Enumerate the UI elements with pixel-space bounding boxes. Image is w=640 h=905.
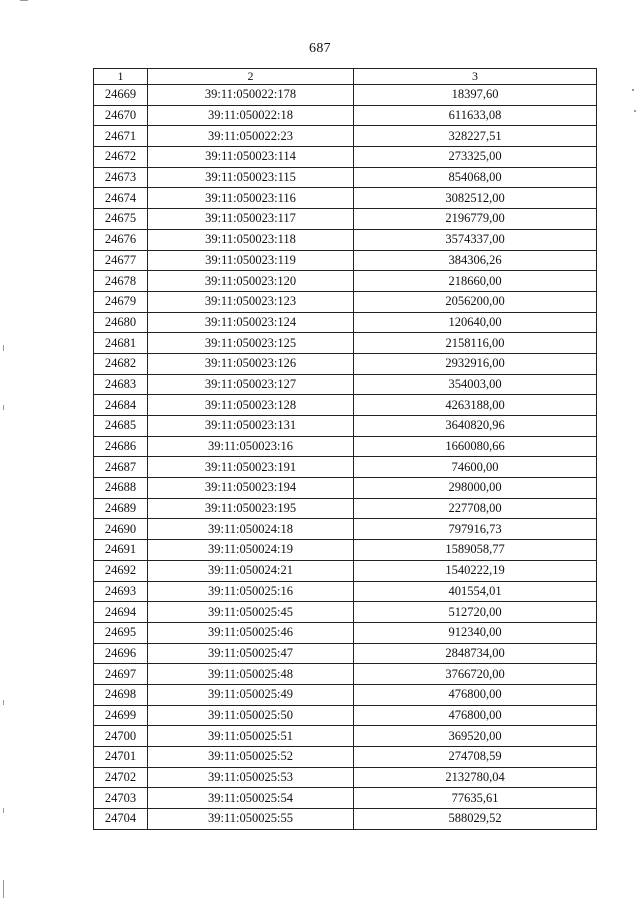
row-number-cell: 24673 [94,167,148,188]
cadastral-number-cell: 39:11:050025:49 [148,684,354,705]
value-cell: 611633,08 [354,105,597,126]
table-body [94,85,597,830]
row-number-cell: 24703 [94,788,148,809]
table-row [94,271,597,292]
row-number-cell: 24692 [94,560,148,581]
row-number-cell: 24674 [94,188,148,209]
table-row [94,747,597,768]
cadastral-number-cell: 39:11:050023:125 [148,333,354,354]
value-cell: 1660080,66 [354,436,597,457]
table-row [94,788,597,809]
row-number-cell: 24700 [94,726,148,747]
row-number-cell: 24680 [94,312,148,333]
row-number-cell: 24697 [94,664,148,685]
table-row [94,498,597,519]
cadastral-number-cell: 39:11:050023:123 [148,291,354,312]
row-number-cell: 24677 [94,250,148,271]
value-cell: 512720,00 [354,602,597,623]
value-cell: 3574337,00 [354,229,597,250]
row-number-cell: 24670 [94,105,148,126]
value-cell: 2848734,00 [354,643,597,664]
row-number-cell: 24684 [94,395,148,416]
value-cell: 476800,00 [354,684,597,705]
table-row [94,105,597,126]
value-cell: 476800,00 [354,705,597,726]
row-number-cell: 24676 [94,229,148,250]
cadastral-number-cell: 39:11:050023:116 [148,188,354,209]
cadastral-number-cell: 39:11:050025:16 [148,581,354,602]
table-row [94,457,597,478]
value-cell: 77635,61 [354,788,597,809]
table-row [94,416,597,437]
row-number-cell: 24688 [94,478,148,499]
cadastral-number-cell: 39:11:050023:194 [148,478,354,499]
cadastral-number-cell: 39:11:050025:53 [148,767,354,788]
table-row [94,229,597,250]
value-cell: 298000,00 [354,478,597,499]
cadastral-number-cell: 39:11:050022:18 [148,105,354,126]
table-row [94,809,597,830]
scan-mark [3,880,4,898]
value-cell: 912340,00 [354,622,597,643]
table-row [94,374,597,395]
cadastral-number-cell: 39:11:050023:119 [148,250,354,271]
cadastral-number-cell: 39:11:050025:50 [148,705,354,726]
cadastral-number-cell: 39:11:050023:118 [148,229,354,250]
table-row [94,643,597,664]
table-row [94,250,597,271]
row-number-cell: 24686 [94,436,148,457]
cadastral-number-cell: 39:11:050022:178 [148,85,354,106]
value-cell: 120640,00 [354,312,597,333]
cadastral-number-cell: 39:11:050025:48 [148,664,354,685]
cadastral-number-cell: 39:11:050022:23 [148,126,354,147]
table-row [94,333,597,354]
cadastral-number-cell: 39:11:050023:127 [148,374,354,395]
value-cell: 369520,00 [354,726,597,747]
page-number: 687 [309,41,331,56]
table-row [94,581,597,602]
cadastral-number-cell: 39:11:050023:16 [148,436,354,457]
value-cell: 2056200,00 [354,291,597,312]
scan-mark [632,89,634,91]
value-cell: 227708,00 [354,498,597,519]
row-number-cell: 24702 [94,767,148,788]
value-cell: 797916,73 [354,519,597,540]
table-row [94,188,597,209]
row-number-cell: 24675 [94,209,148,230]
row-number-cell: 24678 [94,271,148,292]
row-number-cell: 24696 [94,643,148,664]
row-number-cell: 24685 [94,416,148,437]
cadastral-number-cell: 39:11:050025:46 [148,622,354,643]
table-row [94,684,597,705]
row-number-cell: 24699 [94,705,148,726]
table-header-row [94,69,597,85]
table-row [94,726,597,747]
value-cell: 218660,00 [354,271,597,292]
scan-mark [3,700,4,705]
cadastral-number-cell: 39:11:050023:191 [148,457,354,478]
row-number-cell: 24695 [94,622,148,643]
cadastral-number-cell: 39:11:050023:124 [148,312,354,333]
table-row [94,353,597,374]
row-number-cell: 24698 [94,684,148,705]
cadastral-number-cell: 39:11:050023:114 [148,147,354,168]
row-number-cell: 24704 [94,809,148,830]
cadastral-number-cell: 39:11:050023:131 [148,416,354,437]
value-cell: 354003,00 [354,374,597,395]
value-cell: 1540222,19 [354,560,597,581]
value-cell: 3766720,00 [354,664,597,685]
row-number-cell: 24683 [94,374,148,395]
row-number-cell: 24689 [94,498,148,519]
table-row [94,167,597,188]
row-number-cell: 24690 [94,519,148,540]
cadastral-number-cell: 39:11:050023:115 [148,167,354,188]
row-number-cell: 24669 [94,85,148,106]
row-number-cell: 24679 [94,291,148,312]
column-header-value: 3 [354,69,597,85]
table-row [94,622,597,643]
table-row [94,519,597,540]
cadastral-number-cell: 39:11:050023:128 [148,395,354,416]
row-number-cell: 24694 [94,602,148,623]
column-header-cadastral-number: 2 [148,69,354,85]
value-cell: 384306,26 [354,250,597,271]
table-row [94,291,597,312]
value-cell: 2932916,00 [354,353,597,374]
table-row [94,395,597,416]
table-row [94,312,597,333]
cadastral-number-cell: 39:11:050025:45 [148,602,354,623]
row-number-cell: 24681 [94,333,148,354]
value-cell: 854068,00 [354,167,597,188]
cadastral-value-table [93,68,597,830]
scan-mark [20,0,28,1]
value-cell: 1589058,77 [354,540,597,561]
cadastral-number-cell: 39:11:050024:21 [148,560,354,581]
scan-mark [634,110,636,112]
cadastral-number-cell: 39:11:050024:19 [148,540,354,561]
table-row [94,602,597,623]
value-cell: 274708,59 [354,747,597,768]
table-row [94,436,597,457]
value-cell: 273325,00 [354,147,597,168]
value-cell: 328227,51 [354,126,597,147]
row-number-cell: 24672 [94,147,148,168]
cadastral-number-cell: 39:11:050023:120 [148,271,354,292]
value-cell: 2132780,04 [354,767,597,788]
table-row [94,478,597,499]
table-row [94,560,597,581]
table-row [94,209,597,230]
column-header-number: 1 [94,69,148,85]
cadastral-number-cell: 39:11:050025:54 [148,788,354,809]
table-row [94,767,597,788]
cadastral-number-cell: 39:11:050025:47 [148,643,354,664]
row-number-cell: 24691 [94,540,148,561]
scan-mark [3,345,4,351]
table-row [94,147,597,168]
value-cell: 3640820,96 [354,416,597,437]
cadastral-number-cell: 39:11:050023:195 [148,498,354,519]
row-number-cell: 24693 [94,581,148,602]
table-row [94,540,597,561]
row-number-cell: 24682 [94,353,148,374]
row-number-cell: 24687 [94,457,148,478]
scan-mark [3,808,4,813]
table-row [94,664,597,685]
table-row [94,705,597,726]
cadastral-number-cell: 39:11:050023:117 [148,209,354,230]
cadastral-number-cell: 39:11:050025:55 [148,809,354,830]
table-row [94,126,597,147]
value-cell: 74600,00 [354,457,597,478]
value-cell: 401554,01 [354,581,597,602]
cadastral-number-cell: 39:11:050024:18 [148,519,354,540]
cadastral-number-cell: 39:11:050025:52 [148,747,354,768]
value-cell: 4263188,00 [354,395,597,416]
value-cell: 3082512,00 [354,188,597,209]
value-cell: 18397,60 [354,85,597,106]
cadastral-number-cell: 39:11:050023:126 [148,353,354,374]
value-cell: 2196779,00 [354,209,597,230]
value-cell: 588029,52 [354,809,597,830]
value-cell: 2158116,00 [354,333,597,354]
row-number-cell: 24671 [94,126,148,147]
scan-mark [3,405,4,410]
row-number-cell: 24701 [94,747,148,768]
table-row [94,85,597,106]
cadastral-number-cell: 39:11:050025:51 [148,726,354,747]
